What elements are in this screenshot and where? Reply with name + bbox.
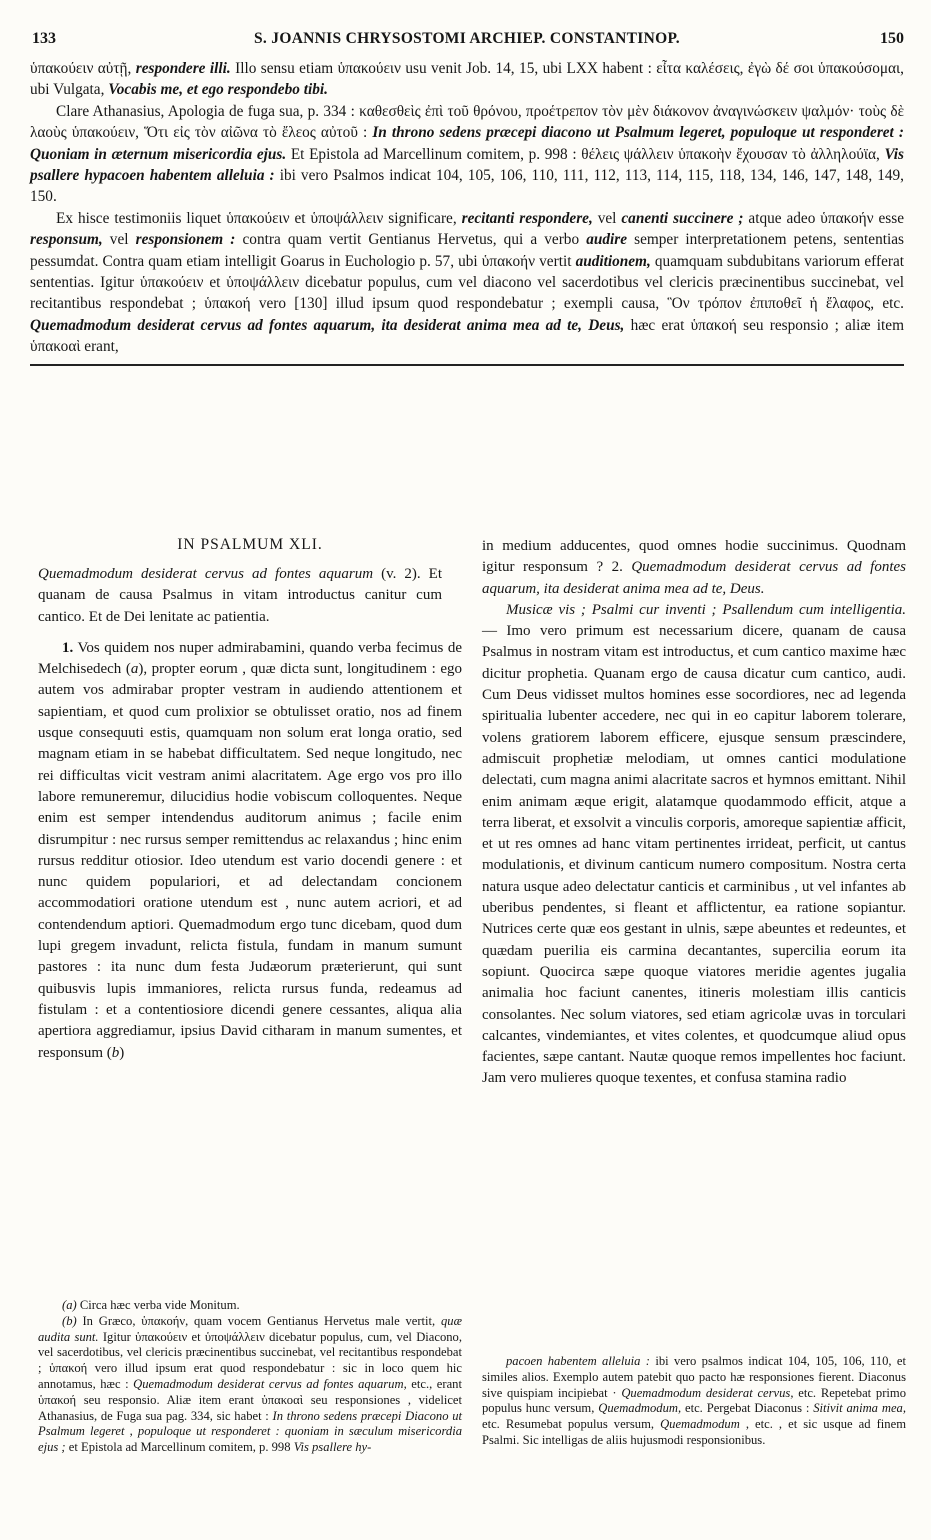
text-italic: Quemadmodum, — [598, 1401, 682, 1416]
text-italic: Vis psallere hy- — [293, 1440, 372, 1455]
footnote-label: (a) — [62, 1298, 77, 1312]
page-number-right: 150 — [880, 30, 904, 47]
left-column — [38, 536, 463, 1455]
text-italic: auditionem, — [575, 252, 651, 270]
top-notes — [30, 58, 904, 366]
text: Illo sensu etiam ὑπακούειν usu venit Job. 14, 15, ubi LXX habent : εἶτα καλέσεις, ἐγὼ δέ σοι ὑπακούσομαι, ubi Vulgata, — [30, 60, 904, 99]
text-italic: Quemadmodum desiderat cervus ad fontes aquarum, ita desiderat anima mea ad te, Deus, — [30, 316, 625, 334]
right-footnotes — [482, 1354, 906, 1449]
text: , etc. , et sic usque ad finem Psalmi. Sic intelligas de aliis hujusmodi responsionibus. — [482, 1417, 906, 1447]
text: Igitur ὑπακούειν et ὑποψάλλειν dicebatur populus, cum, vel Diacono, vel sacerdotibus, vel clericis præcinentibus succinebat, vel recitantibus respondebat ; ὑπακοή vero illud ipsum erat quod respondebatur : sic in loco quem hic annotamus, hæc : — [38, 1329, 463, 1391]
section-heading: IN PSALMUM XLI. — [177, 536, 323, 553]
paragraph-number: 1. — [62, 639, 74, 656]
text: Circa hæc verba vide Monitum. — [76, 1298, 240, 1312]
paragraph-title: Musicæ vis ; Psalmi cur inventi ; Psallendum cum intelligentia. — [506, 601, 906, 618]
section-summary — [38, 564, 442, 628]
top-paragraph-1 — [30, 58, 904, 101]
text: ibi vero psalmos indicat 104, 105, 106, 110, et similes alios. Exemplo autem patebit quo pacto hæ responsiones fierent. Diaconus sive quispiam incipiebat · — [482, 1354, 906, 1400]
text: contra quam vertit Gentianus Hervetus, qui a verbo — [235, 231, 587, 249]
text: etc., erant ὑπακοή seu responsio. Aliæ item erant ὑπακοαὶ seu responsiones , videlicet Athanasius, de Fuga sua pag. 334, sic habet : — [38, 1376, 462, 1423]
text: quamquam subdubitans variorum efferat sententias. Igitur ὑπακούειν et ὑποψάλλειν dicebatur populus, cum vel diacono vel sacerdotibus vel clericis præcinentibus succinebat, vel recitantibus respondebat ; ὑπακοή vero [130] illud ipsum quod respondebatur ; exempli causa, Ὃν τρόπον ἐπιποθεῖ ἡ ἔλαφος, etc. — [30, 252, 904, 313]
left-body-paragraph — [38, 638, 462, 1064]
footnote-b-continued — [482, 1354, 906, 1449]
text: etc. Repetebat primo populus hunc versum, — [482, 1385, 907, 1416]
text-italic: canenti succinere ; — [621, 209, 744, 227]
text: vel — [102, 231, 136, 249]
right-paragraph-2 — [482, 600, 906, 1090]
page — [30, 30, 907, 1455]
text: Clare Athanasius, Apologia de fuga sua, p. 334 : καθεσθεὶς ἐπὶ τοῦ θρόνου, προέτρεπον τὸν μὲν διάκονον ἀναγινώσκειν ψαλμόν· τοὺς δὲ λαοὺς ὑπακούειν, Ὅτι εἰς τὸν αἰῶνα τὸ ἔλεος αὐτοῦ : — [30, 102, 904, 142]
page-number-left: 133 — [32, 30, 56, 47]
divider-rule — [30, 364, 904, 366]
text: (v. 2). Et quanam de causa Psalmus in vitam introductus canitur cum cantico. Et de Dei lenitate ac patientia. — [38, 566, 442, 625]
text-italic: responsionem : — [135, 231, 236, 249]
text-italic: pacoen habentem alleluia : — [506, 1354, 650, 1368]
text-italic: Quemadmodum desiderat cervus ad fontes aquarum — [38, 566, 374, 582]
text-italic: Quemadmodum — [660, 1417, 740, 1432]
text-italic: Quemadmodum desiderat cervus, — [621, 1385, 794, 1400]
text-italic: audire — [586, 231, 628, 249]
running-title: S. JOANNIS CHRYSOSTOMI ARCHIEP. CONSTANTINOP. — [254, 30, 680, 47]
text: ) — [119, 1044, 125, 1061]
text: Vos quidem nos nuper admirabamini, quando verba fecimus de Melchisedech ( — [38, 639, 462, 678]
text: Et Epistola ad Marcellinum comitem, p. 998 : θέλεις ψάλλειν ὑπακοὴν ἔχουσαν τὸ ἀλληλούϊα, — [286, 145, 885, 163]
text: Ex hisce testimoniis liquet ὑπακούειν et ὑποψάλλειν significare, — [56, 209, 462, 227]
text: hæc erat ὑπακοή seu responsio ; aliæ item ὑπακοαὶ erant, — [30, 316, 904, 356]
text: ὑπακούειν αὐτῇ, — [30, 60, 132, 77]
text-italic: quæ audita sunt. — [38, 1313, 462, 1344]
text-italic: recitanti respondere, — [461, 209, 593, 227]
footnote-ref-a: a — [130, 661, 139, 678]
text: etc. Resumebat populus versum, — [482, 1417, 661, 1432]
text: etc. Pergebat Diaconus : — [681, 1401, 814, 1416]
text-italic: Quemadmodum desiderat cervus ad fontes aquarum, — [133, 1376, 407, 1391]
text: ), propter eorum , quæ dicta sunt, longitudinem : ego autem vos admirabar propter vestram in audiendo attentionem et sapientiam, et quod cum prolixior se obtulisset oratio, nos ad finem usque consequuti estis, quamquam non solum erat longa oratio, sed magnam etiam in se habebat difficultatem. Sed neque longitudo, nec rei difficultas vicit vestram animi alacritatem. Age ergo vos pro illo labore remuneremur, dilucidius hodie vobiscum colloquentes. Neque enim est semper intendendus auditorum animus ; facile enim disrumpitur : nec rursus semper remittendus ac relaxandus ; hinc enim rursus redditur otiosior. Ideo utendum est vario docendi genere : et nunc quidem populariori, et ad delectandam concionem accommodatiori oratione utendum est , nunc autem acriori, et ad contendendum aptiori. Quemadmodum ergo tunc dicebam, quod dum lupi gregem invadunt, relicta fistula, fundam in manum sumunt pastores : ita nunc dum festa Judæorum præterierunt, qui sunt quibusvis lupis immaniores, relicta rursus funda, redeamus ad fistulam : et a contentiosiore dicendi genere cessantes, aliqua alia apertiora aggrediamur, ipsius David citharam in manum sumentes, et responsum ( — [38, 661, 462, 1061]
text: ibi vero Psalmos indicat 104, 105, 106, 110, 111, 112, 113, 114, 115, 118, 134, 146, 147, 148, 149, 150. — [30, 167, 904, 206]
right-paragraph-1 — [482, 536, 906, 600]
text-italic: Sitivit anima mea, — [813, 1401, 906, 1416]
text-italic: In throno sedens præcepi Diacono ut Psalmum legeret , populoque ut responderet : quoniam in sæculum misericordia ejus ; — [38, 1408, 462, 1455]
left-footnotes — [38, 1298, 462, 1456]
text-italic: Vis psallere hypacoen habentem alleluia : — [30, 145, 904, 185]
footnote-label: (b) — [62, 1313, 77, 1328]
text-italic: responsum, — [30, 231, 103, 249]
top-paragraph-3 — [30, 208, 904, 358]
top-paragraph-2 — [30, 101, 904, 208]
text-italic: Vocabis me, et ego respondebo tibi. — [108, 81, 328, 99]
text-italic: Quemadmodum desiderat cervus ad fontes aquarum, ita desiderat anima mea ad te, Deus. — [482, 559, 907, 597]
right-column — [482, 536, 907, 1447]
footnote-ref-b: b — [111, 1044, 120, 1061]
running-header — [30, 30, 904, 58]
text-italic: In throno sedens præcepi diacono ut Psalmum legeret, populoque ut responderet : Quoniam in æternum misericordia ejus. — [30, 124, 905, 163]
text: In Græco, ὑπακοήν, quam vocem Gentianus Hervetus male vertit, — [76, 1313, 441, 1328]
footnote-b — [38, 1314, 462, 1456]
text: et Epistola ad Marcellinum comitem, p. 998 — [65, 1440, 294, 1455]
text: semper interpretationem petens, sententias pessumdat. Contra quam etiam intelligit Goarus in Euchologio p. 57, ubi ὑπακοήν vertit — [30, 231, 904, 270]
text: in medium adducentes, quod omnes hodie succinimus. Quodnam igitur responsum ? 2. — [482, 538, 906, 576]
text: — Imo vero primum est necessarium dicere, quanam de causa Psalmus in nostram vitam est introductus, et cum cantico maxime hæc dicitur prophetia. Quanam ergo de causa dicatur cum cantico, audi. Cum Deus vidisset multos homines esse socordiores, nec ad legenda spiritualia lubenter accedere, nec qui in eo capitur laborem tolerare, volens gratiorem laborem efficere, ejusque sensum præscindere, admiscuit prophetiæ melodiam, ut omnes cantici modulatione delectati, cum magna animi alacritate sacros et hymnos emittant. Nihil enim animam æque erigit, alatamque quodammodo efficit, atque a terra liberat, et exsolvit a vinculis corporis, amoreque sapientiæ afficit, et ut res omnes ad hanc vitam pertinentes irrideat, perficit, ut cantus modulationis, et divinum canticum numero compositum. Nostra certa natura usque adeo delectatur canticis et carminibus , ut vel infantes ab uberibus pendentes, si fleant et afflictentur, ea ratione sopiantur. Nutrices certe quæ eos gestant in ulnis, sæpe abeuntes et redeuntes, et quædam puerilia eis carmina decantantes, supercilia eorum ita sopiunt. Quocirca sæpe quoque viatores meridie agentes jugalia animalia hoc faciunt canentes, itineris molestiam illis canticis consolantes. Nec solum viatores, sed etiam agricolæ uvas in torculari calcantes, vindemiantes, et vites colentes, et quodcumque aliud opus facientes, sæpe cantant. Nautæ quoque remos impellentes hoc faciunt. Jam vero mulieres quoque texentes, et confusa stamina radio — [482, 623, 906, 1087]
text: atque adeo ὑπακοήν esse — [743, 209, 904, 227]
footnote-a — [38, 1298, 462, 1314]
text-italic: respondere illi. — [131, 60, 231, 77]
text: vel — [592, 209, 622, 227]
